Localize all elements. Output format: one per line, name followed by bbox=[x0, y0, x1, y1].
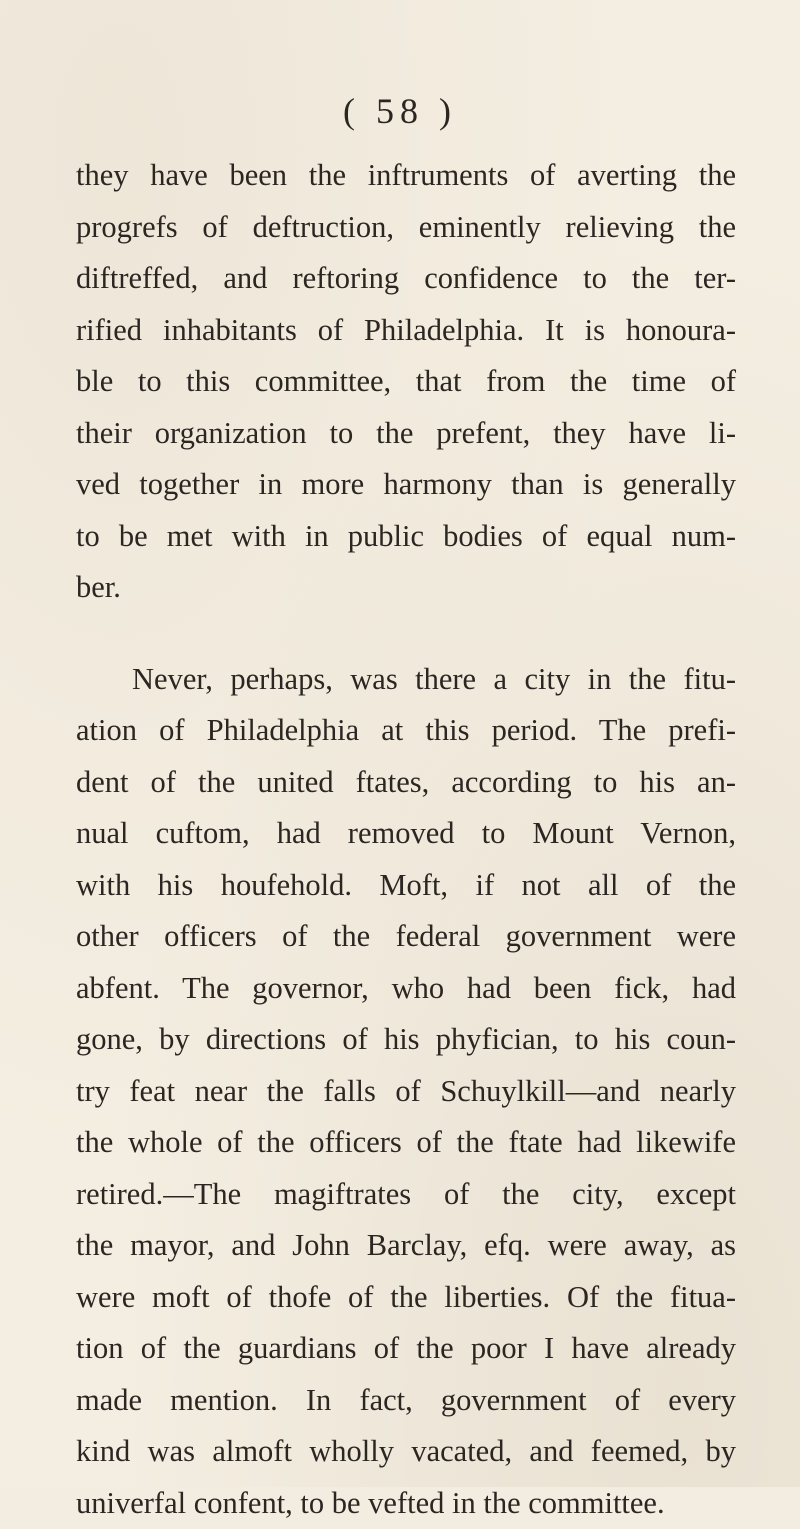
text-line: abfent. The governor, who had been fick, had bbox=[76, 963, 736, 1015]
text-line: rified inhabitants of Philadelphia. It is honoura- bbox=[76, 305, 736, 357]
text-line: their organization to the prefent, they have li- bbox=[76, 408, 736, 460]
text-line: univerfal confent, to be vefted in the committee. bbox=[76, 1478, 736, 1529]
text-line: kind was almoft wholly vacated, and feemed, by bbox=[76, 1426, 736, 1478]
text-line: try feat near the falls of Schuylkill—and nearly bbox=[76, 1066, 736, 1118]
body-text bbox=[76, 150, 736, 1529]
text-line: tion of the guardians of the poor I have already bbox=[76, 1323, 736, 1375]
text-line: were moft of thofe of the liberties. Of the fitua- bbox=[76, 1272, 736, 1324]
text-line: ble to this committee, that from the time of bbox=[76, 356, 736, 408]
text-line: made mention. In fact, government of every bbox=[76, 1375, 736, 1427]
text-line: gone, by directions of his phyfician, to his coun- bbox=[76, 1014, 736, 1066]
paragraph-1 bbox=[76, 150, 736, 614]
text-line: ved together in more harmony than is generally bbox=[76, 459, 736, 511]
paragraph-spacer bbox=[76, 614, 736, 654]
text-line: ation of Philadelphia at this period. The prefi- bbox=[76, 705, 736, 757]
text-line: to be met with in public bodies of equal num- bbox=[76, 511, 736, 563]
page-number: ( 58 ) bbox=[0, 90, 800, 132]
text-line: the mayor, and John Barclay, efq. were away, as bbox=[76, 1220, 736, 1272]
text-line: dent of the united ftates, according to his an- bbox=[76, 757, 736, 809]
paragraph-2 bbox=[76, 654, 736, 1529]
text-line: progrefs of deftruction, eminently relieving the bbox=[76, 202, 736, 254]
text-line: with his houfehold. Moft, if not all of the bbox=[76, 860, 736, 912]
text-line: nual cuftom, had removed to Mount Vernon, bbox=[76, 808, 736, 860]
text-line: retired.—The magiftrates of the city, except bbox=[76, 1169, 736, 1221]
text-line: ber. bbox=[76, 562, 736, 614]
text-line: Never, perhaps, was there a city in the fitu- bbox=[76, 654, 736, 706]
text-line: diftreffed, and reftoring confidence to the ter- bbox=[76, 253, 736, 305]
text-line: they have been the inftruments of averting the bbox=[76, 150, 736, 202]
text-line: the whole of the officers of the ftate had likewife bbox=[76, 1117, 736, 1169]
text-line: other officers of the federal government were bbox=[76, 911, 736, 963]
